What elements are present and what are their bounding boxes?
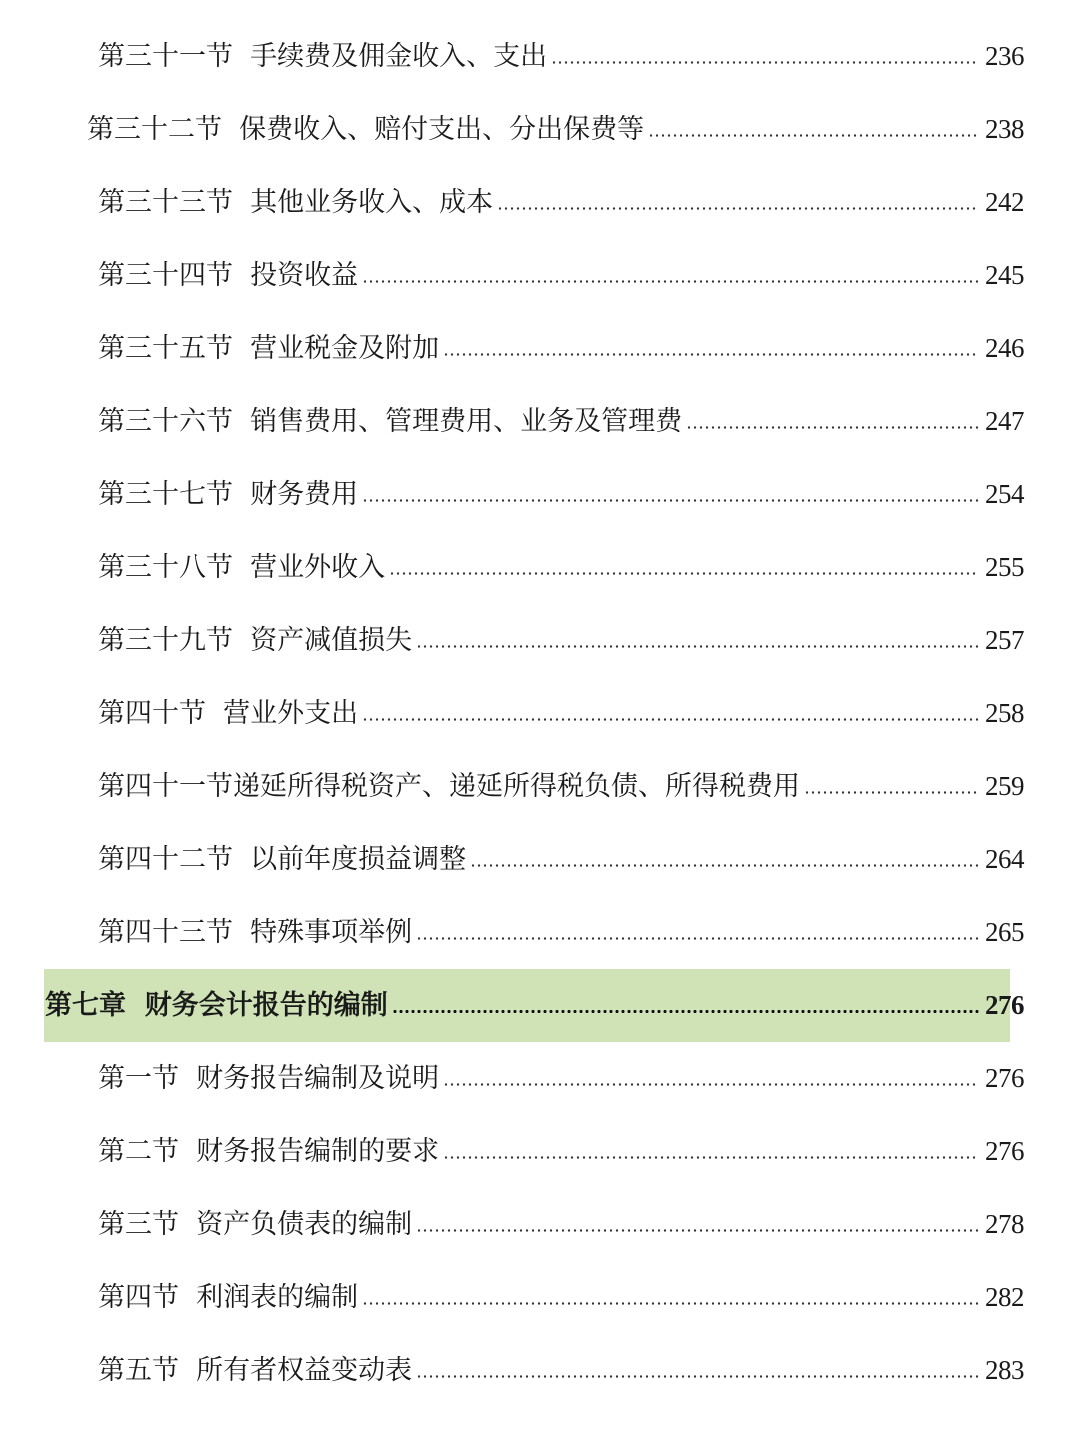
dot-leader	[362, 499, 979, 502]
toc-entry-section-32[interactable]	[0, 93, 1080, 166]
toc-entry-section-38[interactable]	[0, 531, 1080, 604]
toc-page-number: 276	[985, 1063, 1024, 1093]
toc-page-number: 265	[985, 917, 1024, 947]
toc-entry-section-5[interactable]	[0, 1334, 1080, 1407]
dot-leader	[362, 280, 979, 283]
toc-page-number: 259	[985, 771, 1024, 801]
toc-entry-label: 第四十三节 特殊事项举例	[98, 917, 413, 948]
toc-entry-label: 第四节 利润表的编制	[98, 1282, 359, 1313]
toc-entry-label: 第三十二节 保费收入、赔付支出、分出保费等	[87, 114, 645, 145]
dot-leader	[389, 572, 979, 575]
toc-entry-label: 第三十六节 销售费用、管理费用、业务及管理费	[98, 406, 683, 437]
toc-page-number: 254	[985, 479, 1024, 509]
toc-entry-label: 第三十五节 营业税金及附加	[98, 333, 440, 364]
toc-entry-section-31[interactable]	[0, 20, 1080, 93]
dot-leader	[362, 1302, 979, 1305]
dot-leader	[443, 1156, 979, 1159]
toc-page-number: 246	[985, 333, 1024, 363]
toc-entry-label: 第三十八节 营业外收入	[98, 552, 386, 583]
toc-entry-label: 第四十节 营业外支出	[98, 698, 359, 729]
toc-page-number: 236	[985, 41, 1024, 71]
dot-leader	[362, 718, 979, 721]
toc-entry-label: 第三十一节 手续费及佣金收入、支出	[98, 41, 548, 72]
toc-entry-section-37[interactable]	[0, 458, 1080, 531]
toc-entry-label: 第四十一节递延所得税资产、递延所得税负债、所得税费用	[98, 771, 800, 802]
toc-entry-label: 第三十七节 财务费用	[98, 479, 359, 510]
toc-page-number: 242	[985, 187, 1024, 217]
toc-page-number: 245	[985, 260, 1024, 290]
toc-entry-label: 第五节 所有者权益变动表	[98, 1355, 413, 1386]
dot-leader	[648, 134, 979, 137]
toc-chapter-label: 第七章 财务会计报告的编制	[45, 990, 388, 1021]
dot-leader	[804, 791, 979, 794]
dot-leader	[443, 353, 979, 356]
dot-leader	[416, 1375, 979, 1378]
toc-page-number: 255	[985, 552, 1024, 582]
toc-page-number: 257	[985, 625, 1024, 655]
toc-page-number: 238	[985, 114, 1024, 144]
toc-page-number: 278	[985, 1209, 1024, 1239]
toc-entry-label: 第四十二节 以前年度损益调整	[98, 844, 467, 875]
table-of-contents	[0, 20, 1080, 1407]
dot-leader	[416, 645, 979, 648]
toc-entry-label: 第三十九节 资产减值损失	[98, 625, 413, 656]
toc-entry-section-41[interactable]	[0, 750, 1080, 823]
toc-entry-section-39[interactable]	[0, 604, 1080, 677]
toc-page-number: 282	[985, 1282, 1024, 1312]
dot-leader	[551, 61, 979, 64]
toc-page-number: 276	[985, 990, 1024, 1020]
toc-entry-label: 第三十四节 投资收益	[98, 260, 359, 291]
toc-entry-chapter-7[interactable]	[0, 969, 1080, 1042]
toc-page-number: 258	[985, 698, 1024, 728]
toc-entry-section-1[interactable]	[0, 1042, 1080, 1115]
toc-entry-label: 第二节 财务报告编制的要求	[98, 1136, 440, 1167]
dot-leader	[443, 1083, 979, 1086]
dot-leader	[497, 207, 979, 210]
toc-entry-label: 第一节 财务报告编制及说明	[98, 1063, 440, 1094]
toc-entry-section-4[interactable]	[0, 1261, 1080, 1334]
toc-entry-label: 第三十三节 其他业务收入、成本	[98, 187, 494, 218]
toc-page-number: 283	[985, 1355, 1024, 1385]
toc-page-number: 247	[985, 406, 1024, 436]
dot-leader	[470, 864, 979, 867]
toc-entry-label: 第三节 资产负债表的编制	[98, 1209, 413, 1240]
toc-page-number: 276	[985, 1136, 1024, 1166]
dot-leader	[416, 937, 979, 940]
toc-entry-section-35[interactable]	[0, 312, 1080, 385]
toc-page-number: 264	[985, 844, 1024, 874]
dot-leader	[392, 1010, 979, 1013]
toc-entry-section-33[interactable]	[0, 166, 1080, 239]
toc-entry-section-34[interactable]	[0, 239, 1080, 312]
toc-entry-section-3[interactable]	[0, 1188, 1080, 1261]
toc-entry-section-36[interactable]	[0, 385, 1080, 458]
toc-entry-section-40[interactable]	[0, 677, 1080, 750]
dot-leader	[416, 1229, 979, 1232]
dot-leader	[686, 426, 979, 429]
toc-entry-section-42[interactable]	[0, 823, 1080, 896]
toc-entry-section-43[interactable]	[0, 896, 1080, 969]
toc-entry-section-2[interactable]	[0, 1115, 1080, 1188]
